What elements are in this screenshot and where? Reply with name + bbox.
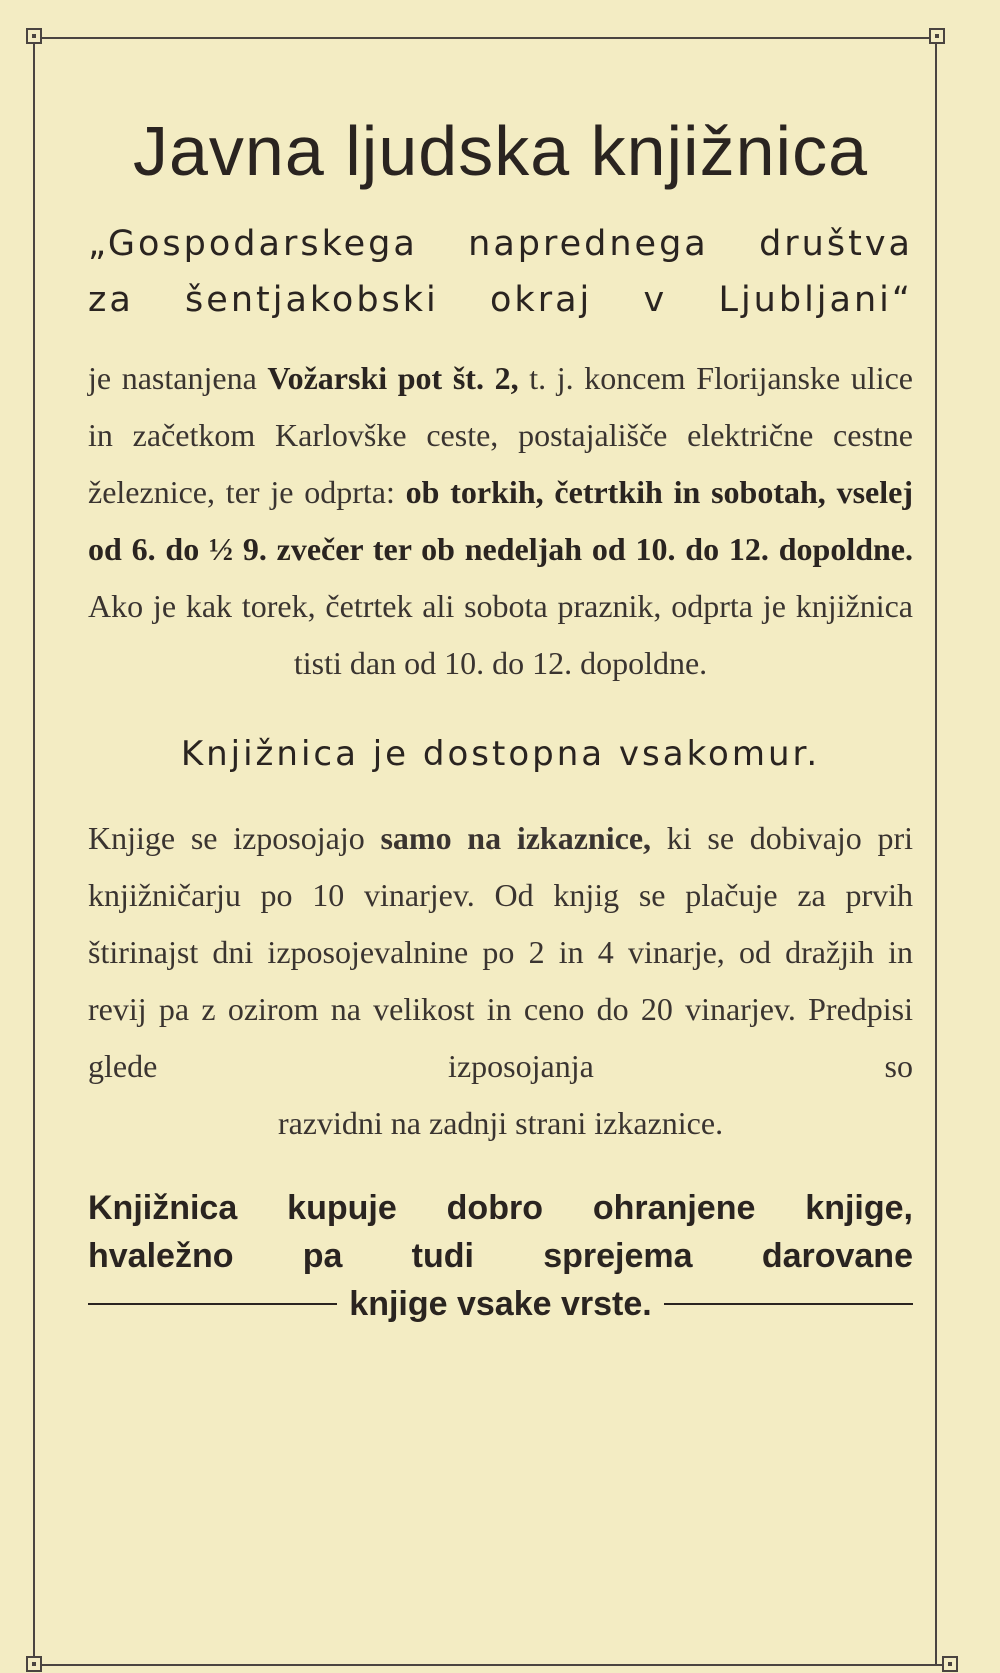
frame-left-border (33, 37, 35, 1664)
society-line-1: „Gospodarskega naprednega društva (88, 224, 913, 264)
corner-ornament-top-left (26, 28, 42, 44)
donation-line-3-row (88, 1280, 913, 1328)
frame-bottom-border (33, 1664, 951, 1666)
holiday-note: Ako je kak torek, četrtek ali sobota praznik, odprta je knjižnica (88, 588, 913, 624)
opening-hours: ob torkih, četrtkih in sobotah, vselej od 6. do ½ 9. zvečer ter ob nedeljah od 10. do 12. dopoldne. (88, 474, 913, 567)
donation-notice (88, 1184, 913, 1328)
location-intro: je nastanjena (88, 360, 268, 396)
location-paragraph (88, 350, 913, 692)
frame-top-border (33, 37, 937, 39)
lending-intro: Knjige se izposojajo (88, 820, 381, 856)
donation-line-1: Knjižnica kupuje dobro ohranjene knjige, (88, 1189, 913, 1227)
lending-rules-note: razvidni na zadnji strani izkaznice. (277, 1105, 724, 1141)
holiday-hours: tisti dan od 10. do 12. dopoldne. (293, 645, 708, 681)
page-title: Javna ljudska knjižnica (132, 112, 869, 190)
location-description: t. j. koncem Florijanske ulice in začetkom Karlovške ceste, postajališče električne cestne železnice, ter je odprta: (88, 360, 914, 510)
corner-ornament-top-right (929, 28, 945, 44)
corner-ornament-bottom-right (942, 1656, 958, 1672)
society-name (88, 216, 913, 328)
corner-ornament-bottom-left (26, 1656, 42, 1672)
society-line-2: za šentjakobski okraj v Ljubljani“ (88, 280, 913, 320)
lending-fees: ki se dobivajo pri knjižničarju po 10 vinarjev. Od knjig se plačuje za prvih štirinajst dni izposojevalnine po 2 in 4 vinarje, od dražjih in revij pa z ozirom na velikost in ceno do 20 vinarjev. Predpisi glede izposojanja so (88, 820, 914, 1084)
right-rule (664, 1303, 913, 1305)
donation-line-3: knjige vsake vrste. (349, 1285, 652, 1323)
left-rule (88, 1303, 337, 1305)
lending-card-requirement: samo na izkaznice, (380, 820, 652, 856)
accessibility-statement: Knjižnica je dostopna vsakomur. (180, 734, 821, 774)
lending-paragraph (88, 810, 913, 1152)
notice-body (88, 110, 913, 1328)
donation-line-2: hvaležno pa tudi sprejema darovane (88, 1237, 913, 1275)
frame-right-border (935, 37, 937, 1664)
address: Vožarski pot št. 2, (267, 360, 519, 396)
